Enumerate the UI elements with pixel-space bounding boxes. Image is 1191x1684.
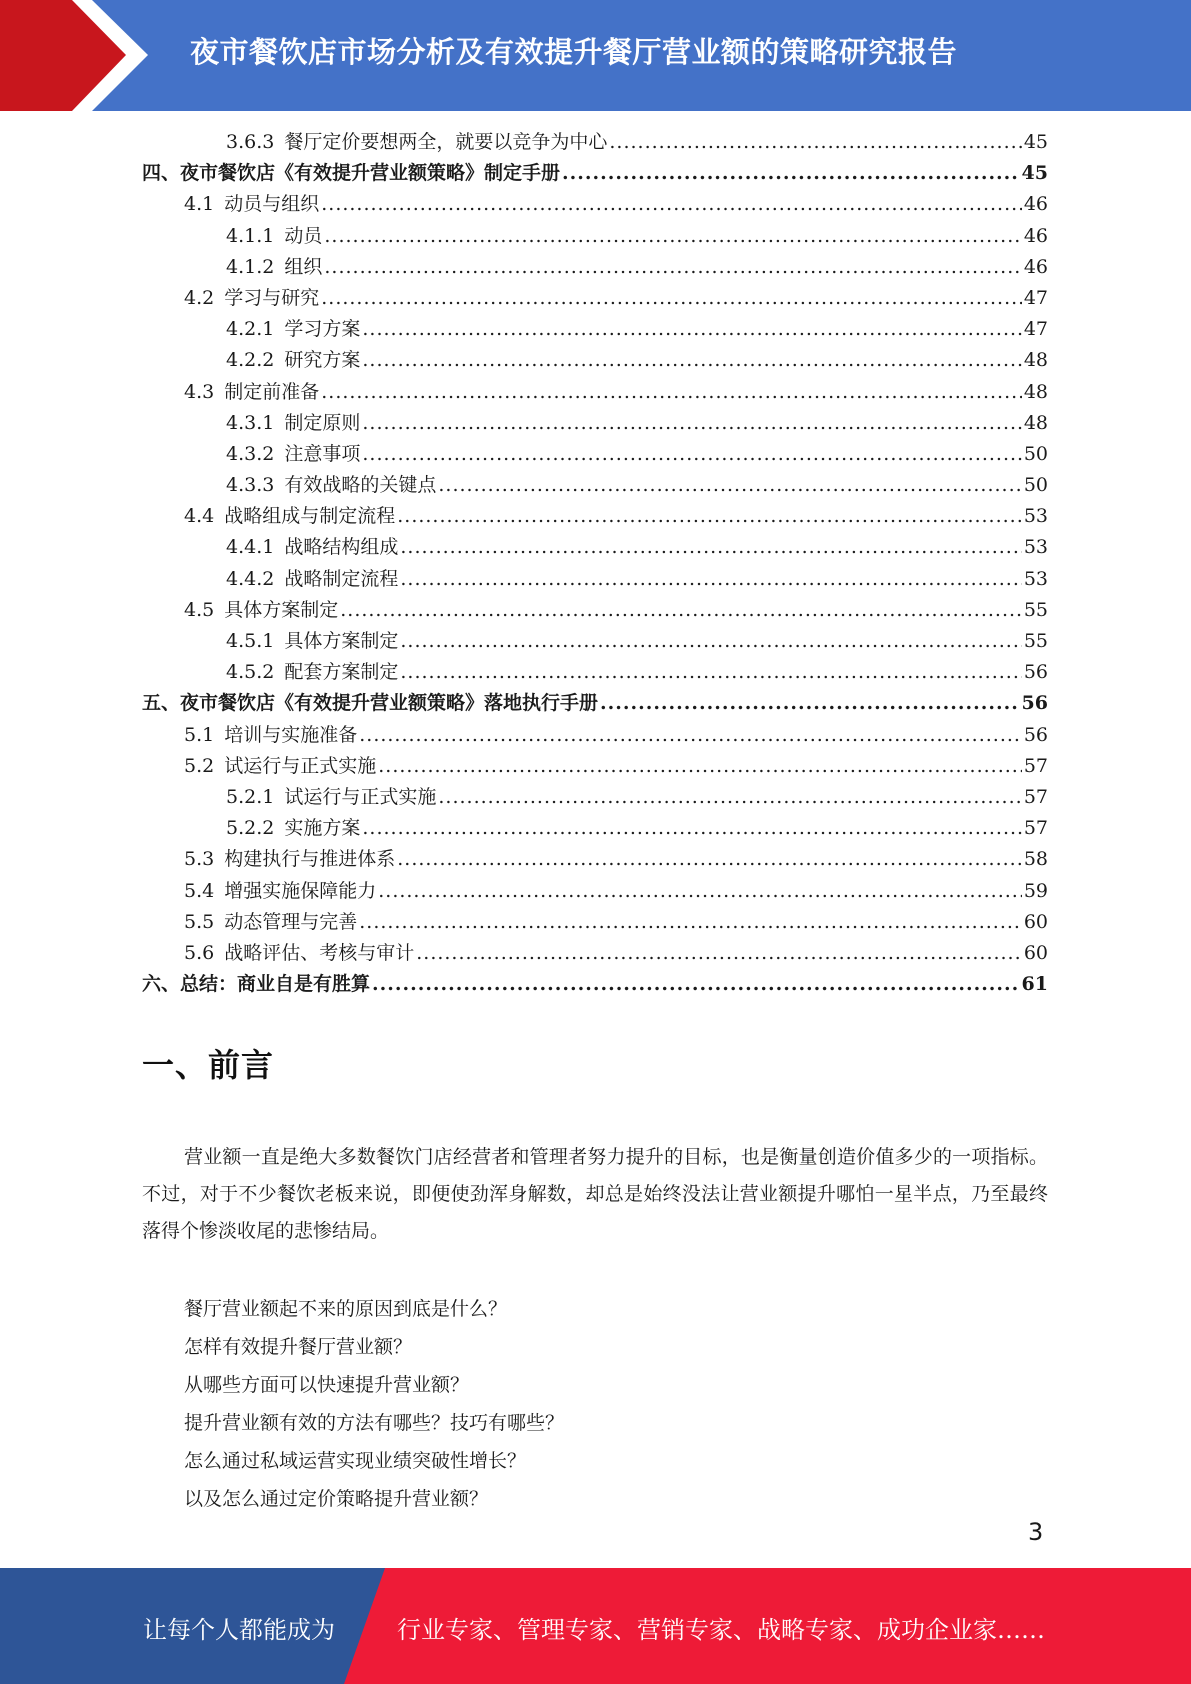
toc-dot-leader bbox=[340, 595, 1022, 626]
toc-entry-title: 实施方案 bbox=[284, 817, 361, 840]
toc-dot-leader bbox=[324, 221, 1021, 252]
toc-entry-page: 56 bbox=[1023, 723, 1048, 746]
toc-entry[interactable] bbox=[142, 501, 1048, 532]
toc-entry-title: 制定前准备 bbox=[224, 380, 320, 403]
toc-entry[interactable] bbox=[142, 252, 1048, 283]
toc-entry[interactable] bbox=[142, 564, 1048, 595]
toc-dot-leader bbox=[400, 626, 1021, 657]
toc-entry-page: 55 bbox=[1023, 630, 1048, 652]
toc-entry-page: 50 bbox=[1023, 442, 1048, 465]
question-item: 提升营业额有效的方法有哪些？技巧有哪些？ bbox=[184, 1412, 565, 1434]
toc-entry-number: 4.3.3 bbox=[226, 474, 275, 497]
toc-entry-page: 48 bbox=[1023, 380, 1048, 403]
footer-slogan-left: 让每个人都能成为 bbox=[143, 1616, 335, 1644]
toc-entry-page: 59 bbox=[1023, 879, 1048, 902]
toc-dot-leader bbox=[324, 252, 1021, 283]
toc-entry[interactable] bbox=[142, 657, 1048, 688]
toc-entry-page: 46 bbox=[1023, 255, 1048, 278]
toc-entry-page: 61 bbox=[1021, 973, 1048, 996]
toc-entry-title: 有效战略的关键点 bbox=[284, 474, 437, 497]
toc-entry[interactable] bbox=[142, 283, 1048, 314]
toc-entry[interactable] bbox=[142, 938, 1048, 969]
toc-entry-page: 47 bbox=[1023, 286, 1048, 309]
question-item: 怎么通过私域运营实现业绩突破性增长？ bbox=[184, 1450, 527, 1472]
toc-entry[interactable] bbox=[142, 439, 1048, 470]
toc-entry-number: 4.2 bbox=[184, 286, 215, 309]
toc-entry[interactable] bbox=[142, 158, 1048, 189]
toc-entry-page: 53 bbox=[1023, 536, 1048, 559]
toc-entry-number: 4.3.2 bbox=[226, 442, 275, 465]
toc-entry-page: 56 bbox=[1023, 661, 1048, 684]
toc-entry-number: 4.4.2 bbox=[226, 567, 275, 590]
table-of-contents bbox=[142, 127, 1048, 1000]
toc-dot-leader bbox=[378, 751, 1022, 782]
toc-dot-leader bbox=[562, 158, 1020, 189]
toc-entry[interactable] bbox=[142, 782, 1048, 813]
toc-entry-number: 5.6 bbox=[184, 941, 215, 964]
toc-entry-number: 4.4 bbox=[184, 505, 215, 528]
toc-entry[interactable] bbox=[142, 595, 1048, 626]
toc-entry-title: 战略制定流程 bbox=[284, 567, 399, 590]
toc-dot-leader bbox=[400, 564, 1021, 595]
toc-dot-leader bbox=[362, 345, 1021, 376]
toc-entry[interactable] bbox=[142, 907, 1048, 938]
toc-entry-number: 5.2.1 bbox=[226, 785, 275, 808]
toc-entry-title: 构建执行与推进体系 bbox=[224, 848, 396, 871]
toc-dot-leader bbox=[321, 377, 1022, 408]
footer-slogan-right: 行业专家、管理专家、营销专家、战略专家、成功企业家…… bbox=[397, 1616, 1045, 1644]
toc-entry-title: 试运行与正式实施 bbox=[224, 754, 377, 777]
toc-entry-title: 试运行与正式实施 bbox=[284, 785, 437, 808]
toc-entry[interactable] bbox=[142, 377, 1048, 408]
toc-entry-number: 4.4.1 bbox=[226, 536, 275, 559]
footer-banner bbox=[0, 1568, 1191, 1684]
toc-entry-title: 组织 bbox=[284, 255, 323, 278]
toc-dot-leader bbox=[397, 844, 1022, 875]
toc-entry-page: 57 bbox=[1023, 785, 1048, 808]
toc-entry-page: 48 bbox=[1023, 411, 1048, 434]
toc-dot-leader bbox=[362, 813, 1021, 844]
toc-dot-leader bbox=[416, 938, 1022, 969]
question-list bbox=[184, 1290, 564, 1518]
document-title: 夜市餐饮店市场分析及有效提升餐厅营业额的策略研究报告 bbox=[190, 35, 958, 69]
toc-entry[interactable] bbox=[142, 189, 1048, 220]
toc-entry-title: 学习方案 bbox=[284, 318, 361, 341]
toc-dot-leader bbox=[609, 127, 1021, 158]
toc-entry[interactable] bbox=[142, 969, 1048, 1000]
toc-entry-title: 注意事项 bbox=[284, 442, 361, 465]
toc-entry-title: 战略评估、考核与审计 bbox=[224, 941, 415, 964]
toc-entry-number: 5.3 bbox=[184, 848, 215, 871]
toc-entry[interactable] bbox=[142, 720, 1048, 751]
toc-entry-page: 56 bbox=[1021, 692, 1048, 715]
toc-dot-leader bbox=[359, 720, 1022, 751]
toc-entry-title: 五、夜市餐饮店《有效提升营业额策略》落地执行手册 bbox=[142, 692, 599, 715]
question-item: 怎样有效提升餐厅营业额？ bbox=[184, 1336, 413, 1358]
toc-entry[interactable] bbox=[142, 345, 1048, 376]
toc-entry-number: 4.2.2 bbox=[226, 349, 275, 372]
toc-entry-page: 53 bbox=[1023, 505, 1048, 528]
toc-entry-title: 战略结构组成 bbox=[284, 536, 399, 559]
toc-dot-leader bbox=[362, 314, 1021, 345]
question-item: 以及怎么通过定价策略提升营业额？ bbox=[184, 1488, 489, 1510]
toc-dot-leader bbox=[400, 657, 1021, 688]
toc-entry-page: 45 bbox=[1023, 131, 1048, 153]
header-banner bbox=[0, 0, 1191, 111]
toc-entry-page: 57 bbox=[1023, 754, 1048, 777]
toc-entry-page: 55 bbox=[1023, 598, 1048, 621]
toc-entry-page: 45 bbox=[1021, 162, 1048, 185]
toc-entry[interactable] bbox=[142, 626, 1048, 657]
toc-entry-page: 48 bbox=[1023, 349, 1048, 372]
toc-entry-number: 3.6.3 bbox=[226, 131, 275, 153]
page-number: 3 bbox=[1028, 1518, 1044, 1546]
toc-entry[interactable] bbox=[142, 844, 1048, 875]
section-heading: 一、前言 bbox=[142, 1046, 275, 1084]
toc-entry-title: 增强实施保障能力 bbox=[224, 879, 377, 902]
toc-entry-title: 培训与实施准备 bbox=[224, 723, 358, 746]
toc-entry-title: 具体方案制定 bbox=[284, 630, 399, 652]
toc-dot-leader bbox=[400, 532, 1021, 563]
toc-entry-title: 六、总结：商业自是有胜算 bbox=[142, 973, 371, 996]
toc-entry-page: 57 bbox=[1023, 817, 1048, 840]
toc-dot-leader bbox=[372, 969, 1020, 1000]
toc-entry-number: 4.2.1 bbox=[226, 318, 275, 341]
toc-entry-page: 47 bbox=[1023, 318, 1048, 341]
toc-dot-leader bbox=[397, 501, 1022, 532]
toc-entry-number: 4.1.2 bbox=[226, 255, 275, 278]
toc-entry[interactable] bbox=[142, 876, 1048, 907]
toc-dot-leader bbox=[359, 907, 1022, 938]
question-item: 餐厅营业额起不来的原因到底是什么？ bbox=[184, 1298, 508, 1320]
toc-entry-number: 4.5.2 bbox=[226, 661, 275, 684]
toc-dot-leader bbox=[600, 688, 1020, 719]
toc-entry-number: 5.2.2 bbox=[226, 817, 275, 840]
toc-entry-number: 4.1.1 bbox=[226, 224, 275, 247]
toc-entry[interactable] bbox=[142, 314, 1048, 345]
toc-dot-leader bbox=[438, 782, 1021, 813]
toc-entry-title: 动员与组织 bbox=[224, 193, 320, 216]
toc-entry[interactable] bbox=[142, 813, 1048, 844]
toc-entry-title: 动员 bbox=[284, 224, 323, 247]
toc-entry[interactable] bbox=[142, 751, 1048, 782]
toc-entry-page: 58 bbox=[1023, 848, 1048, 871]
toc-entry-number: 5.4 bbox=[184, 879, 215, 902]
toc-entry-number: 4.3 bbox=[184, 380, 215, 403]
toc-entry-title: 配套方案制定 bbox=[284, 661, 399, 684]
question-item: 从哪些方面可以快速提升营业额？ bbox=[184, 1374, 470, 1396]
toc-dot-leader bbox=[438, 470, 1021, 501]
toc-entry-title: 动态管理与完善 bbox=[224, 910, 358, 933]
toc-entry-page: 46 bbox=[1023, 224, 1048, 247]
toc-entry[interactable] bbox=[142, 688, 1048, 719]
toc-entry-number: 4.3.1 bbox=[226, 411, 275, 434]
toc-entry-page: 53 bbox=[1023, 567, 1048, 590]
toc-entry-title: 战略组成与制定流程 bbox=[224, 505, 396, 528]
toc-entry-title: 研究方案 bbox=[284, 349, 361, 372]
toc-entry-number: 4.1 bbox=[184, 193, 215, 216]
toc-entry-title: 制定原则 bbox=[284, 411, 361, 434]
toc-entry-page: 60 bbox=[1023, 910, 1048, 933]
toc-dot-leader bbox=[378, 876, 1022, 907]
toc-entry[interactable] bbox=[142, 408, 1048, 439]
toc-dot-leader bbox=[321, 283, 1022, 314]
toc-entry[interactable] bbox=[142, 221, 1048, 252]
toc-entry-number: 4.5 bbox=[184, 598, 215, 621]
toc-entry[interactable] bbox=[142, 470, 1048, 501]
toc-entry-number: 5.1 bbox=[184, 723, 215, 746]
toc-entry[interactable] bbox=[142, 532, 1048, 563]
toc-entry-page: 60 bbox=[1023, 941, 1048, 964]
toc-entry-page: 46 bbox=[1023, 193, 1048, 216]
intro-paragraph: 营业额一直是绝大多数餐饮门店经营者和管理者努力提升的目标，也是衡量创造价值多少的一项指标。不过，对于不少餐饮老板来说，即便使劲浑身解数，却总是始终没法让营业额提升哪怕一星半点，乃至最终落得个惨淡收尾的悲惨结局。 bbox=[142, 1146, 1048, 1242]
toc-entry-title: 四、夜市餐饮店《有效提升营业额策略》制定手册 bbox=[142, 162, 561, 185]
toc-entry[interactable] bbox=[142, 127, 1048, 158]
toc-entry-title: 学习与研究 bbox=[224, 286, 320, 309]
toc-entry-number: 5.5 bbox=[184, 910, 215, 933]
toc-dot-leader bbox=[362, 439, 1021, 470]
toc-dot-leader bbox=[321, 189, 1022, 220]
toc-entry-number: 4.5.1 bbox=[226, 630, 275, 652]
toc-entry-title: 餐厅定价要想两全，就要以竞争为中心 bbox=[284, 131, 608, 153]
toc-dot-leader bbox=[362, 408, 1021, 439]
toc-entry-number: 5.2 bbox=[184, 754, 215, 777]
toc-entry-title: 具体方案制定 bbox=[224, 598, 339, 621]
toc-entry-page: 50 bbox=[1023, 474, 1048, 497]
